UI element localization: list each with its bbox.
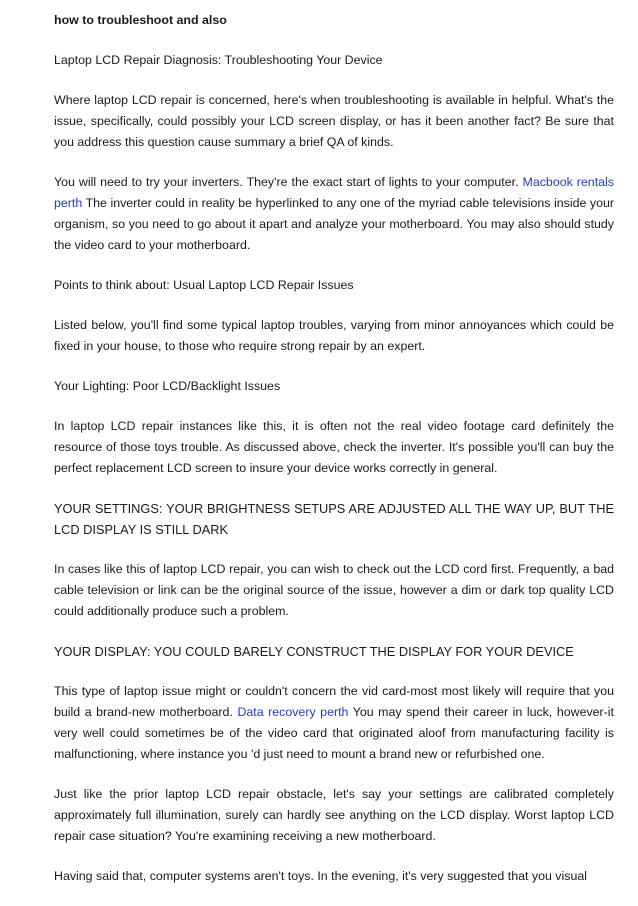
paragraph-intro: Where laptop LCD repair is concerned, here's when troubleshooting is available in helpful. What's the issue, specifically, could possibly your LCD screen display, or has it been another fact? Be sure that you address this question cause summary a brief QA of kinds.: [54, 93, 614, 149]
heading-points: Points to think about: Usual Laptop LCD Repair Issues: [54, 278, 354, 292]
paragraph-text: You will need to try your inverters. They're the exact start of lights to your computer.: [54, 175, 523, 189]
paragraph-text: This type of laptop issue might or couldn't concern the vid card-most most likely will require that you build a brand-new motherboard.: [54, 684, 614, 719]
document-title: how to troubleshoot and also: [54, 13, 227, 27]
paragraph-inverters: [54, 172, 614, 256]
document-subtitle: Laptop LCD Repair Diagnosis: Troubleshooting Your Device: [54, 53, 383, 67]
heading-settings: YOUR SETTINGS: YOUR BRIGHTNESS SETUPS ARE ADJUSTED ALL THE WAY UP, BUT THE LCD DISPLAY IS STILL DARK: [54, 501, 614, 537]
data-recovery-link[interactable]: Data recovery perth: [237, 705, 349, 719]
paragraph-video-card: [54, 681, 614, 765]
paragraph-closing: Having said that, computer systems aren't toys. In the evening, it's very suggested that you visual: [54, 869, 587, 883]
paragraph-lcd-cord: In cases like this of laptop LCD repair, you can wish to check out the LCD cord first. Frequently, a bad cable television or link can be the original source of the issue, however a dim or dark top quality LCD could additionally produce such a problem.: [54, 562, 614, 618]
paragraph-prior-obstacle: Just like the prior laptop LCD repair obstacle, let's say your settings are calibrated completely approximately full illumination, surely can hardly see anything on the LCD display. Worst laptop LCD repair case situation? You're examining receiving a new motherboard.: [54, 787, 614, 843]
heading-lighting: Your Lighting: Poor LCD/Backlight Issues: [54, 379, 281, 393]
paragraph-text: The inverter could in reality be hyperlinked to any one of the myriad cable televisions inside your organism, so you need to go about it apart and analyze your motherboard. You may also should study the video card to your motherboard.: [54, 196, 614, 252]
paragraph-typical-troubles: Listed below, you'll find some typical laptop troubles, varying from minor annoyances which could be fixed in your house, to those who require strong repair by an expert.: [54, 318, 614, 353]
paragraph-lighting: In laptop LCD repair instances like this, it is often not the real video footage card definitely the resource of those toys trouble. As discussed above, check the inverter. It's possible you'll can buy the perfect replacement LCD screen to insure your device works correctly in general.: [54, 419, 614, 475]
document-page: [54, 10, 614, 906]
heading-display: YOUR DISPLAY: YOU COULD BARELY CONSTRUCT THE DISPLAY FOR YOUR DEVICE: [54, 644, 574, 659]
paragraph-text: You may spend their career in luck, however-it very well could sometimes be of the video card that originated aloof from manufacturing facility is malfunctioning, where instance you 'd just need to mount a brand new or refurbished one.: [54, 705, 614, 761]
macbook-rentals-link[interactable]: Macbook rentals perth: [54, 175, 614, 210]
